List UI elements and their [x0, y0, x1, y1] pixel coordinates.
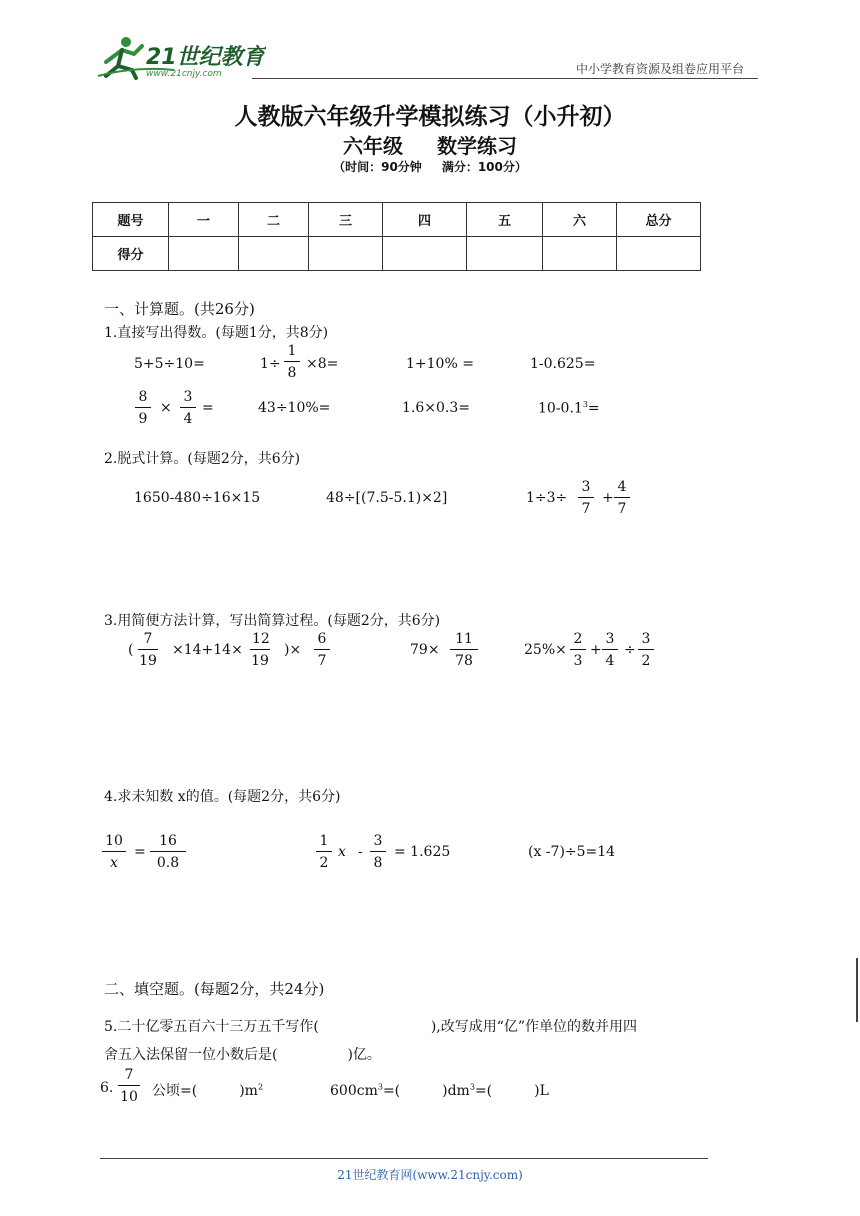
numerator: 1	[319, 833, 329, 849]
table-header-cell: 四	[383, 203, 467, 237]
q6-part-b	[330, 1080, 549, 1100]
q1-item-h-pre: 10-0.1	[538, 400, 583, 417]
q2-item-c-op: +	[602, 490, 614, 506]
site-logo	[96, 36, 266, 80]
table-header-cell: 二	[239, 203, 309, 237]
denominator: x	[110, 855, 118, 871]
denominator: 7	[317, 653, 327, 669]
score-table-score-row	[93, 237, 701, 271]
q4-item-b-post: = 1.625	[394, 844, 451, 860]
q4-item-c: (x -7)÷5=14	[528, 844, 616, 860]
score-table-header-row	[93, 203, 701, 237]
q6-number: 6.	[100, 1080, 114, 1096]
q1-item-h	[538, 400, 600, 417]
q3-item-c-op1: +	[590, 642, 602, 658]
q4-item-b-x: x	[338, 844, 346, 860]
grade-label: 六年级	[343, 134, 403, 158]
q6-fraction	[118, 1068, 140, 1104]
q6-part-b-exponent: 3	[377, 1082, 383, 1092]
q3-item-a-fraction-3	[314, 632, 330, 668]
table-header-cell: 三	[309, 203, 383, 237]
q2-label: 2.脱式计算。(每题2分，共6分)	[104, 451, 301, 467]
score-table	[92, 202, 701, 271]
q6-part-b-exponent-2: 3	[469, 1082, 475, 1092]
q5-line-2: 舍五入法保留一位小数后是( )亿。	[104, 1047, 381, 1063]
q6-part-a-exponent: 2	[257, 1082, 264, 1092]
score-cell[interactable]	[467, 237, 543, 271]
q1-item-f: 43÷10%=	[258, 400, 331, 416]
q1-item-e-post: =	[202, 400, 214, 416]
header-divider	[252, 78, 758, 79]
numerator: 3	[605, 631, 615, 647]
q4-label: 4.求未知数 x的值。(每题2分，共6分)	[104, 789, 341, 805]
section-2-title: 二、填空题。(每题2分，共24分)	[104, 980, 325, 998]
denominator: 2	[319, 855, 329, 871]
q6-part-b-post-2: =( )L	[474, 1083, 549, 1099]
q3-item-a-open: (	[128, 642, 134, 658]
q2-item-c-pre: 1÷3÷	[526, 490, 568, 506]
numerator: 8	[138, 389, 148, 405]
numerator: 1	[287, 343, 297, 359]
q4-item-a-eq: =	[134, 844, 146, 860]
numerator: 3	[641, 631, 651, 647]
denominator: 8	[287, 365, 297, 381]
score-cell[interactable]	[543, 237, 617, 271]
q1-item-b-fraction	[284, 344, 300, 380]
denominator: 3	[573, 653, 583, 669]
numerator: 11	[455, 631, 473, 647]
q6-part-a	[152, 1080, 263, 1100]
logo-text: 21世纪教育	[146, 45, 265, 70]
q1-item-h-exponent: 3	[582, 400, 588, 409]
denominator: 19	[139, 653, 157, 669]
q1-item-h-post: =	[587, 400, 600, 417]
exam-info	[0, 158, 860, 175]
score-cell[interactable]	[617, 237, 701, 271]
denominator: 4	[605, 653, 615, 669]
q1-item-d: 1-0.625=	[530, 356, 596, 372]
q3-item-a-fraction-1	[138, 632, 158, 668]
numerator: 7	[143, 631, 153, 647]
q6-part-a-text: 公顷=( )m	[152, 1083, 258, 1099]
table-header-cell: 六	[543, 203, 617, 237]
q3-item-c-op2: ÷	[624, 642, 636, 658]
q3-item-c-pre: 25%×	[524, 642, 567, 658]
time-limit: （时间：90分钟	[333, 160, 422, 174]
q6-part-b-post: =( )dm	[382, 1083, 470, 1099]
subject-label: 数学练习	[437, 134, 517, 158]
q4-item-b-minus: -	[358, 844, 363, 860]
q4-item-a-fraction-1	[102, 834, 126, 870]
denominator: 2	[641, 653, 651, 669]
logo-url-text: www.21cnjy.com	[146, 69, 222, 79]
q5-line-1: 5.二十亿零五百六十三万五千写作( ),改写成用“亿”作单位的数并用四	[104, 1019, 638, 1035]
score-cell[interactable]	[239, 237, 309, 271]
q2-item-b: 48÷[(7.5-5.1)×2]	[326, 490, 448, 506]
q3-item-b-fraction	[450, 632, 478, 668]
q3-item-c-fraction-1	[570, 632, 586, 668]
q2-item-c-fraction-2	[614, 480, 630, 516]
q1-item-c: 1+10% =	[406, 356, 474, 372]
numerator: 3	[373, 833, 383, 849]
q6-part-b-text: 600cm	[330, 1083, 378, 1099]
q3-item-c-fraction-3	[638, 632, 654, 668]
numerator: 6	[317, 631, 327, 647]
page-edge-mark	[856, 958, 858, 1022]
denominator: 19	[251, 653, 269, 669]
score-cell[interactable]	[309, 237, 383, 271]
q2-item-c-fraction-1	[578, 480, 594, 516]
table-header-cell: 五	[467, 203, 543, 237]
q1-item-a: 5+5÷10=	[134, 356, 205, 372]
q1-item-b-post: ×8=	[306, 356, 339, 372]
q1-item-e-fraction-1	[135, 390, 151, 426]
denominator: 9	[138, 411, 148, 427]
numerator: 10	[105, 833, 123, 849]
table-header-cell: 一	[169, 203, 239, 237]
denominator: 8	[373, 855, 383, 871]
header-platform-text: 中小学教育资源及组卷应用平台	[576, 62, 745, 76]
table-header-cell: 总分	[617, 203, 701, 237]
q3-item-a-close: )×	[284, 642, 302, 658]
q1-item-g: 1.6×0.3=	[402, 400, 470, 416]
score-cell[interactable]	[383, 237, 467, 271]
score-cell[interactable]	[169, 237, 239, 271]
q1-label: 1.直接写出得数。(每题1分，共8分)	[104, 325, 329, 341]
q1-item-e-op: ×	[160, 400, 172, 416]
q1-item-b-pre: 1÷	[260, 356, 281, 372]
footer-link[interactable]: 21世纪教育网(www.21cnjy.com)	[337, 1168, 523, 1182]
full-score: 满分：100分）	[441, 160, 527, 174]
q3-item-a-fraction-2	[250, 632, 270, 668]
footer-divider	[100, 1158, 708, 1159]
q3-label: 3.用简便方法计算，写出简算过程。(每题2分，共6分)	[104, 613, 441, 629]
numerator: 3	[183, 389, 193, 405]
numerator: 2	[573, 631, 583, 647]
denominator: 7	[581, 501, 591, 517]
numerator: 16	[159, 833, 177, 849]
denominator: 4	[183, 411, 193, 427]
q3-item-c-fraction-2	[602, 632, 618, 668]
denominator: 0.8	[156, 855, 180, 871]
q4-item-b-fraction-2	[370, 834, 386, 870]
table-row-label: 得分	[93, 237, 169, 271]
q4-item-b-fraction-1	[316, 834, 332, 870]
q4-item-a-fraction-2	[150, 834, 186, 870]
numerator: 4	[617, 479, 627, 495]
q1-item-e-fraction-2	[180, 390, 196, 426]
exam-subtitle	[0, 130, 860, 159]
table-header-cell: 题号	[93, 203, 169, 237]
denominator: 10	[120, 1089, 138, 1105]
exam-title: 人教版六年级升学模拟练习（小升初）	[234, 104, 626, 130]
section-1-title: 一、计算题。(共26分)	[104, 300, 255, 318]
q3-item-b-pre: 79×	[410, 642, 440, 658]
numerator: 12	[252, 631, 270, 647]
numerator: 3	[581, 479, 591, 495]
denominator: 78	[455, 653, 473, 669]
denominator: 7	[617, 501, 627, 517]
q2-item-a: 1650-480÷16×15	[134, 490, 261, 506]
q3-item-a-mid: ×14+14×	[172, 642, 243, 658]
runner-logo-icon	[96, 36, 266, 80]
numerator: 7	[124, 1067, 134, 1083]
